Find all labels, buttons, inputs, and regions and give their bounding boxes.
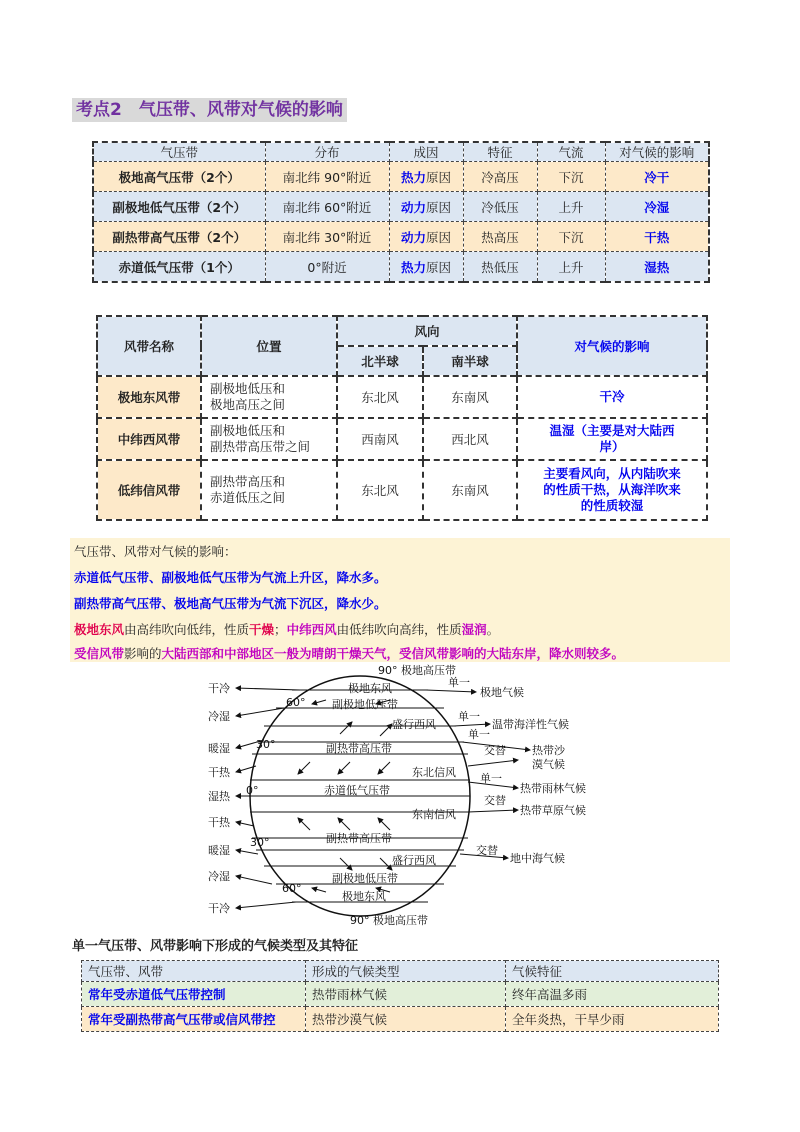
wind-effect (517, 376, 707, 418)
summary-text: 由低纬吹向高纬，性质 (336, 622, 462, 637)
left-climate-label: 干热 (208, 766, 230, 779)
climate-type-cell: 热带沙漠气候 (306, 1007, 506, 1032)
belt-cause (389, 252, 463, 283)
pressure-belt-table (92, 141, 710, 283)
right-climate-label: 热带雨林气候 (520, 782, 586, 795)
belt-cause (389, 192, 463, 222)
belt-name: 赤道低气压带（1个） (93, 252, 265, 283)
belt-feature: 冷高压 (463, 162, 537, 192)
table-row (93, 252, 709, 283)
header-cell: 气候特征 (506, 961, 719, 982)
table-header-row (97, 316, 707, 346)
belt-label: 极地东风 (348, 682, 392, 695)
cause-suffix: 原因 (426, 199, 452, 215)
cause-suffix: 原因 (426, 259, 452, 275)
summary-text: ； (274, 622, 287, 637)
humid-term: 湿润 (461, 622, 487, 637)
climate-feature-cell: 全年炎热，干旱少雨 (506, 1007, 719, 1032)
belt-effect: 干热 (605, 222, 709, 252)
left-climate-label: 暖湿 (208, 844, 230, 857)
right-climate-label: 热带草原气候 (520, 804, 586, 817)
table-row (97, 460, 707, 520)
wind-position (201, 418, 337, 460)
wind-south: 东南风 (423, 460, 517, 520)
wind-name: 中纬西风带 (97, 418, 201, 460)
wind-effect (517, 418, 707, 460)
wind-effect (517, 460, 707, 520)
belt-label: 东南信风 (412, 808, 456, 821)
belt-label: 盛行西风 (392, 718, 436, 731)
section-title: 考点2 气压带、风带对气候的影响 (72, 98, 347, 122)
summary-line-3: 副热带高气压带、极地高气压带为气流下沉区，降水少。 (74, 596, 387, 611)
belt-airflow: 上升 (537, 192, 605, 222)
right-climate-label: 漠气候 (532, 758, 565, 771)
position-line: 副热带高压和 (210, 474, 286, 489)
belt-airflow: 下沉 (537, 222, 605, 252)
table-header-row (93, 142, 709, 162)
belt-distribution: 0°附近 (265, 252, 389, 283)
trade-wind-term: 受信风带 (74, 646, 125, 661)
single-tag: 单一 (458, 710, 480, 723)
belt-label: 副极地低压带 (332, 698, 398, 711)
header-cell: 位置 (201, 316, 337, 376)
table-header-row (82, 961, 719, 982)
belt-label: 副极地低压带 (332, 872, 398, 885)
belt-label: 极地东风 (342, 890, 386, 903)
single-tag: 单一 (448, 676, 470, 689)
latitude-marker: 30° (250, 836, 270, 849)
header-cell: 风带名称 (97, 316, 201, 376)
belt-name: 副热带高气压带（2个） (93, 222, 265, 252)
climate-type-cell: 热带雨林气候 (306, 982, 506, 1007)
summary-text: 影响的 (124, 646, 162, 661)
belt-name: 副极地低气压带（2个） (93, 192, 265, 222)
effect-line: 的性质较湿 (580, 498, 644, 513)
belt-feature: 热高压 (463, 222, 537, 252)
header-cell: 气压带 (93, 142, 265, 162)
control-cell: 常年受赤道低气压带控制 (82, 982, 306, 1007)
belt-label: 副热带高压带 (326, 742, 392, 755)
alternate-tag: 交替 (484, 794, 506, 807)
position-line: 副极地低压和 (210, 381, 286, 396)
position-line: 副热带高压带之间 (210, 439, 311, 454)
belt-cause (389, 222, 463, 252)
position-line: 极地高压之间 (210, 397, 286, 412)
position-line: 赤道低压之间 (210, 490, 286, 505)
wind-north: 东北风 (337, 460, 423, 520)
belt-feature: 冷低压 (463, 192, 537, 222)
summary-line-1: 气压带、风带对气候的影响： (74, 544, 237, 559)
left-climate-label: 冷湿 (208, 710, 230, 723)
westerly-term: 中纬西风 (286, 622, 337, 637)
belt-label: 副热带高压带 (326, 832, 392, 845)
left-arrows (236, 688, 300, 908)
belt-feature: 热低压 (463, 252, 537, 283)
summary-line-2: 赤道低气压带、副极地低气压带为气流上升区，降水多。 (74, 570, 387, 585)
polar-easterly-term: 极地东风 (74, 622, 125, 637)
summary-block (70, 538, 730, 662)
belt-label: 盛行西风 (392, 854, 436, 867)
left-climate-label: 湿热 (208, 790, 230, 803)
header-cell: 分布 (265, 142, 389, 162)
belt-airflow: 下沉 (537, 162, 605, 192)
right-climate-label: 地中海气候 (510, 852, 565, 865)
right-climate-label: 热带沙 (532, 744, 565, 757)
wind-name: 极地东风带 (97, 376, 201, 418)
belt-distribution: 南北纬 30°附近 (265, 222, 389, 252)
header-cell: 对气候的影响 (517, 316, 707, 376)
summary-line-4 (74, 620, 499, 638)
effect-line: 主要看风向，从内陆吹来 (543, 466, 681, 481)
bottom-pole-label: 90° 极地高压带 (350, 914, 428, 927)
table-row (93, 162, 709, 192)
right-climate-label: 温带海洋性气候 (492, 718, 569, 731)
belt-label: 东北信风 (412, 766, 456, 779)
trade-wind-effect: 大陆西部和中部地区一般为晴朗干燥天气，受信风带影响的大陆东岸，降水则较多。 (161, 646, 625, 661)
header-cell: 北半球 (337, 346, 423, 376)
latitude-marker: 30° (256, 738, 276, 751)
climate-feature-cell: 终年高温多雨 (506, 982, 719, 1007)
left-climate-label: 干冷 (208, 682, 230, 695)
cause-keyword: 动力 (400, 229, 426, 245)
summary-line-5 (74, 644, 624, 662)
table-row (93, 192, 709, 222)
belt-distribution: 南北纬 60°附近 (265, 192, 389, 222)
header-cell: 风向 (337, 316, 517, 346)
table-row (82, 982, 719, 1007)
belt-cause (389, 162, 463, 192)
wind-south: 西北风 (423, 418, 517, 460)
position-line: 副极地低压和 (210, 423, 286, 438)
cause-keyword: 热力 (400, 259, 426, 275)
header-cell: 南半球 (423, 346, 517, 376)
alternate-tag: 交替 (484, 744, 506, 757)
alternate-tag: 交替 (476, 844, 498, 857)
belt-airflow: 上升 (537, 252, 605, 283)
left-climate-label: 冷湿 (208, 870, 230, 883)
header-cell: 形成的气候类型 (306, 961, 506, 982)
latitude-marker: 0° (246, 784, 259, 797)
left-climate-label: 干冷 (208, 902, 230, 915)
table-row (97, 418, 707, 460)
left-climate-label: 暖湿 (208, 742, 230, 755)
global-circulation-diagram (200, 662, 610, 930)
left-climate-label: 干热 (208, 816, 230, 829)
single-tag: 单一 (480, 772, 502, 785)
cause-keyword: 动力 (400, 199, 426, 215)
cause-keyword: 热力 (400, 169, 426, 185)
right-climate-label: 极地气候 (480, 686, 524, 699)
climate-types-heading: 单一气压带、风带影响下形成的气候类型及其特征 (72, 939, 359, 954)
belt-distribution: 南北纬 90°附近 (265, 162, 389, 192)
header-cell: 气流 (537, 142, 605, 162)
cause-suffix: 原因 (426, 169, 452, 185)
effect-line: 温湿（主要是对大陆西 (549, 423, 675, 438)
wind-position (201, 376, 337, 418)
header-cell: 成因 (389, 142, 463, 162)
header-cell: 对气候的影响 (605, 142, 709, 162)
belt-name: 极地高气压带（2个） (93, 162, 265, 192)
belt-effect: 湿热 (605, 252, 709, 283)
belt-effect: 冷干 (605, 162, 709, 192)
wind-north: 西南风 (337, 418, 423, 460)
table-row (97, 376, 707, 418)
effect-line: 岸） (599, 439, 625, 454)
header-cell: 特征 (463, 142, 537, 162)
belt-effect: 冷湿 (605, 192, 709, 222)
wind-belt-table (96, 315, 708, 521)
latitude-marker: 60° (282, 882, 302, 895)
table-row (93, 222, 709, 252)
wind-south: 东南风 (423, 376, 517, 418)
header-cell: 气压带、风带 (82, 961, 306, 982)
latitude-marker: 60° (286, 696, 306, 709)
wind-position (201, 460, 337, 520)
climate-type-table (81, 960, 719, 1032)
summary-text: 。 (486, 622, 500, 637)
wind-name: 低纬信风带 (97, 460, 201, 520)
top-pole-label: 90° 极地高压带 (378, 664, 456, 677)
cause-suffix: 原因 (426, 229, 452, 245)
effect-line: 的性质干热，从海洋吹来 (543, 482, 681, 497)
summary-text: 由高纬吹向低纬，性质 (124, 622, 250, 637)
belt-label: 赤道低气压带 (324, 784, 390, 797)
effect-line: 干冷 (599, 389, 625, 404)
table-row (82, 1007, 719, 1032)
control-cell: 常年受副热带高气压带或信风带控 (82, 1007, 306, 1032)
wind-north: 东北风 (337, 376, 423, 418)
single-tag: 单一 (468, 728, 490, 741)
dry-term: 干燥 (249, 622, 275, 637)
